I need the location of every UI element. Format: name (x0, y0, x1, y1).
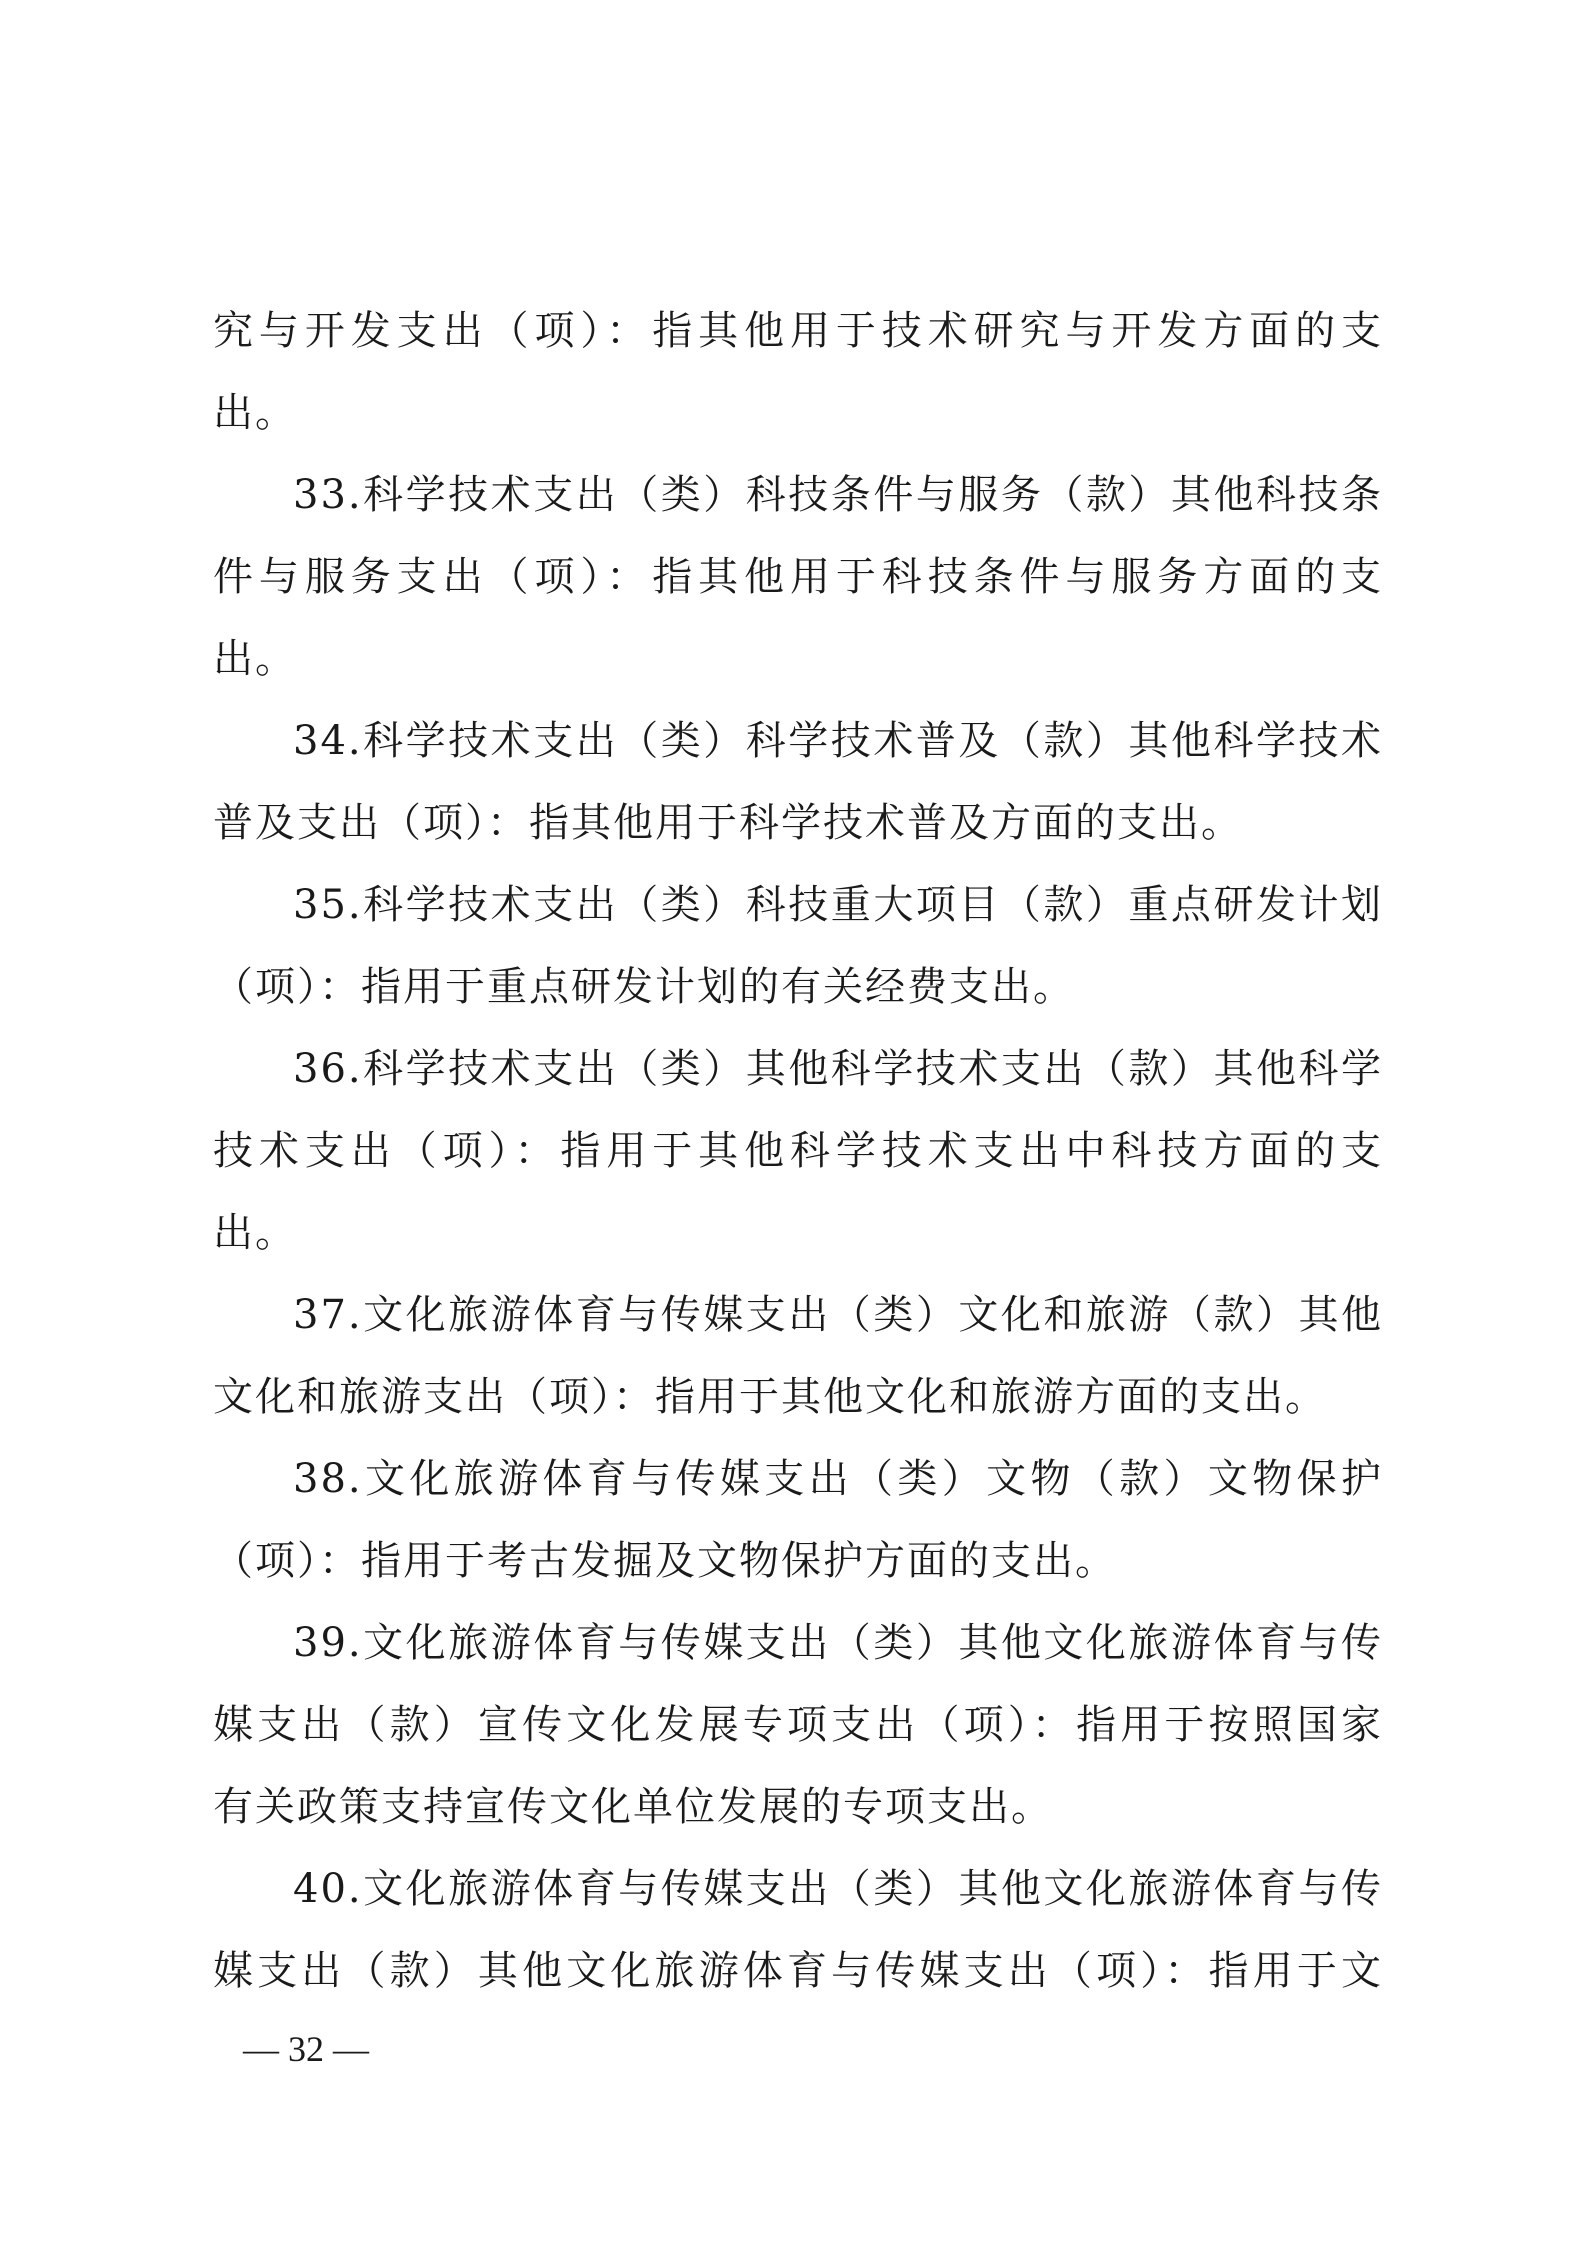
text-line: 37.文化旅游体育与传媒支出（类）文化和旅游（款）其他 (293, 1292, 1383, 1338)
text-line: 出。 (213, 390, 297, 436)
text-line: 39.文化旅游体育与传媒支出（类）其他文化旅游体育与传 (293, 1620, 1383, 1666)
text-line: 出。 (213, 636, 297, 682)
text-line: 35.科学技术支出（类）科技重大项目（款）重点研发计划 (293, 882, 1383, 928)
text-line: 究与开发支出（项）：指其他用于技术研究与开发方面的支 (213, 308, 1383, 354)
document-body (213, 290, 1383, 2012)
text-line: 媒支出（款）宣传文化发展专项支出（项）：指用于按照国家 (213, 1702, 1383, 1748)
text-line: 有关政策支持宣传文化单位发展的专项支出。 (213, 1784, 1053, 1830)
text-line: 媒支出（款）其他文化旅游体育与传媒支出（项）：指用于文 (213, 1948, 1383, 1994)
text-line: 38.文化旅游体育与传媒支出（类）文物（款）文物保护 (293, 1456, 1383, 1502)
text-line: 出。 (213, 1210, 297, 1256)
text-line: （项）：指用于重点研发计划的有关经费支出。 (213, 964, 1075, 1010)
text-line: 文化和旅游支出（项）：指用于其他文化和旅游方面的支出。 (213, 1374, 1327, 1420)
page-number: — 32 — (243, 2029, 369, 2069)
text-line: 34.科学技术支出（类）科学技术普及（款）其他科学技术 (293, 718, 1383, 764)
text-line: 件与服务支出（项）：指其他用于科技条件与服务方面的支 (213, 554, 1383, 600)
text-line: 技术支出（项）：指用于其他科学技术支出中科技方面的支 (213, 1128, 1383, 1174)
text-line: 普及支出（项）：指其他用于科学技术普及方面的支出。 (213, 800, 1243, 846)
text-line: 40.文化旅游体育与传媒支出（类）其他文化旅游体育与传 (293, 1866, 1383, 1912)
text-line: （项）：指用于考古发掘及文物保护方面的支出。 (213, 1538, 1117, 1584)
text-line: 36.科学技术支出（类）其他科学技术支出（款）其他科学 (293, 1046, 1383, 1092)
text-line: 33.科学技术支出（类）科技条件与服务（款）其他科技条 (293, 472, 1383, 518)
